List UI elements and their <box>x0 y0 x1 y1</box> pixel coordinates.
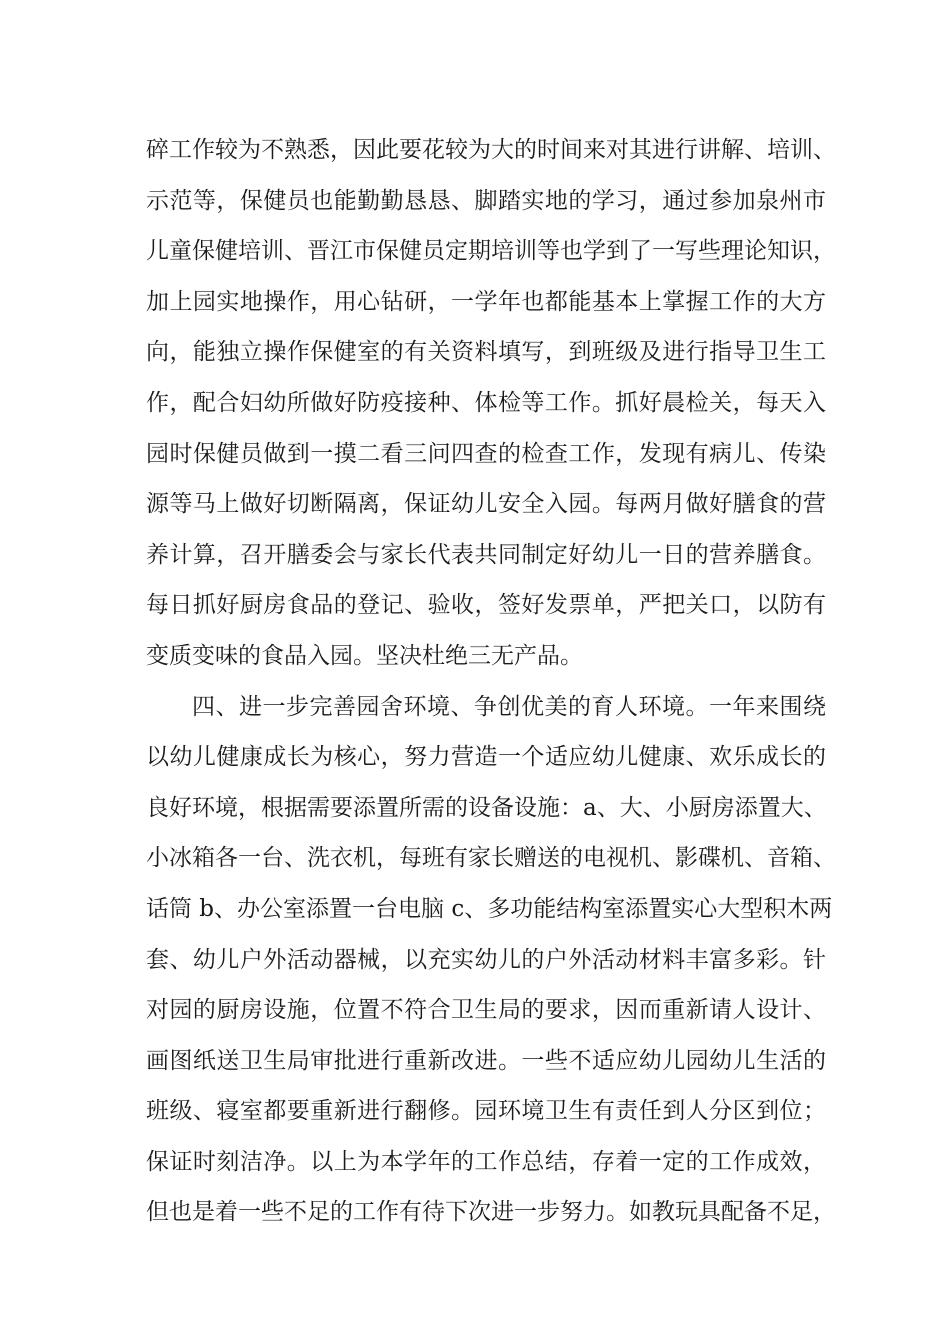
text-line: 套、幼儿户外活动器械，以充实幼儿的户外活动材料丰富多彩。针 <box>146 946 826 973</box>
text-line: 每日抓好厨房食品的登记、验收，签好发票单，严把关口，以防有 <box>146 592 826 619</box>
text-line: 示范等，保健员也能勤勤恳恳、脚踏实地的学习，通过参加泉州市 <box>146 187 826 214</box>
text-line: 良好环境，根据需要添置所需的设备设施：a、大、小厨房添置大、 <box>146 794 827 821</box>
text-line: 但也是着一些不足的工作有待下次进一步努力。如教玩具配备不足， <box>146 1199 836 1226</box>
body-text <box>146 125 836 1238</box>
text-line: 画图纸送卫生局审批进行重新改进。一些不适应幼儿园幼儿生活的 <box>146 1047 826 1074</box>
text-line: 向，能独立操作保健室的有关资料填写，到班级及进行指导卫生工 <box>146 339 826 366</box>
text-line: 以幼儿健康成长为核心，努力营造一个适应幼儿健康、欢乐成长的 <box>146 744 826 771</box>
text-line: 加上园实地操作，用心钻研，一学年也都能基本上掌握工作的大方 <box>146 288 826 315</box>
text-line: 养计算，召开膳委会与家长代表共同制定好幼儿一日的营养膳食。 <box>146 541 826 568</box>
text-line: 保证时刻洁净。以上为本学年的工作总结，存着一定的工作成效， <box>146 1148 826 1175</box>
text-line: 班级、寝室都要重新进行翻修。园环境卫生有责任到人分区到位； <box>146 1098 826 1125</box>
text-line: 园时保健员做到一摸二看三问四查的检查工作，发现有病儿、传染 <box>146 440 826 467</box>
text-line: 变质变味的食品入园。坚决杜绝三无产品。 <box>146 642 583 669</box>
text-line: 作，配合妇幼所做好防疫接种、体检等工作。抓好晨检关，每天入 <box>146 389 826 416</box>
text-line: 小冰箱各一台、洗衣机，每班有家长赠送的电视机、影碟机、音箱、 <box>146 845 836 872</box>
text-line: 儿童保健培训、晋江市保健员定期培训等也学到了一写些理论知识， <box>146 238 836 265</box>
text-line: 对园的厨房设施，位置不符合卫生局的要求，因而重新请人设计、 <box>146 997 826 1024</box>
text-line: 碎工作较为不熟悉，因此要花较为大的时间来对其进行讲解、培训、 <box>146 137 836 163</box>
text-line: 话筒 b、办公室添置一台电脑 c、多功能结构室添置实心大型积木两 <box>146 895 833 922</box>
text-line: 四、进一步完善园舍环境、争创优美的育人环境。一年来围绕 <box>192 693 826 720</box>
text-line: 源等马上做好切断隔离，保证幼儿安全入园。每两月做好膳食的营 <box>146 491 826 518</box>
